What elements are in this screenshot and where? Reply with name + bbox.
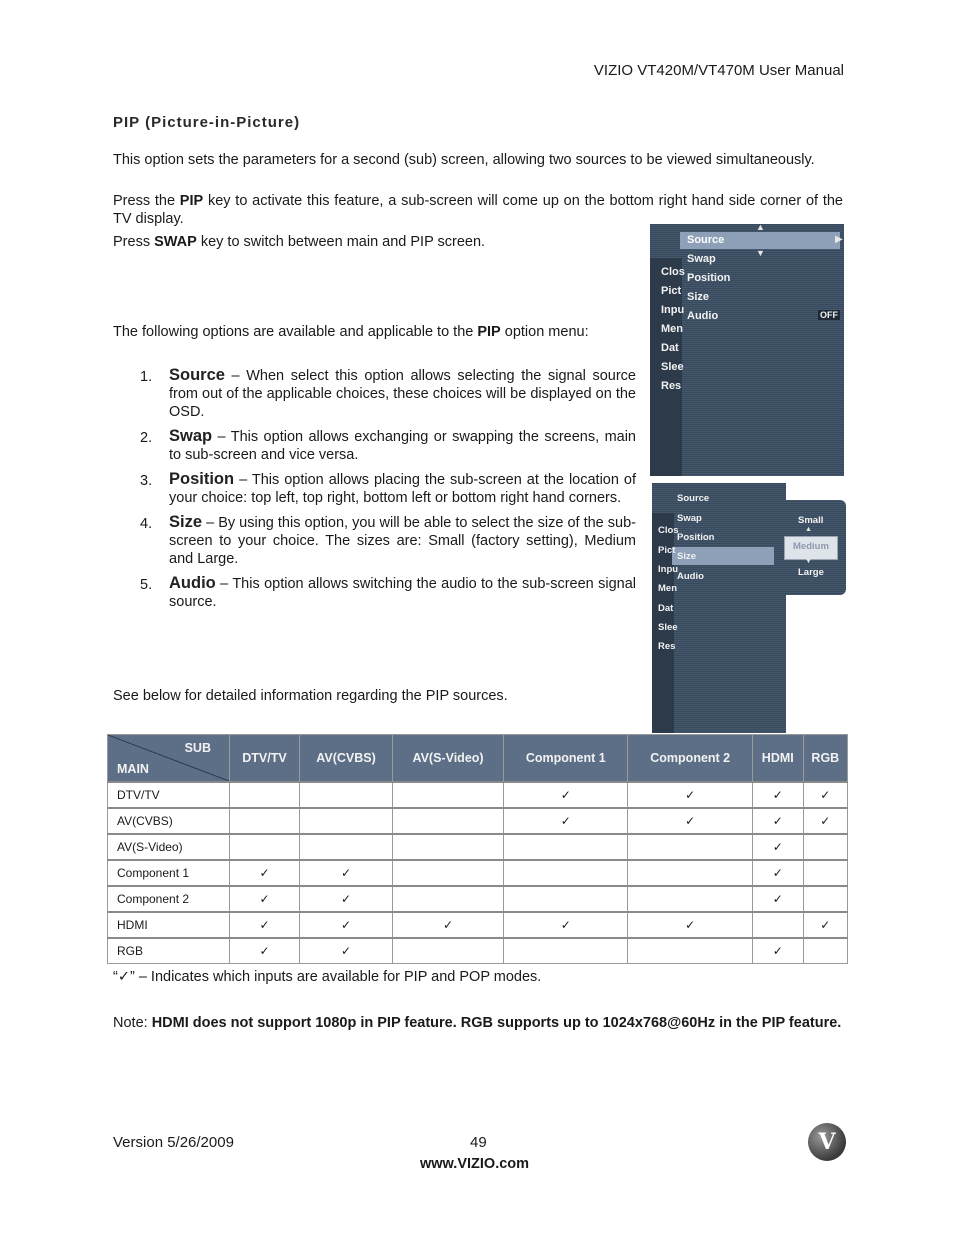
text: Press: [113, 234, 155, 250]
option-desc: When select this option allows selecting the signal source from out of the applicable choices, these choices will be displayed on the OSD.: [169, 368, 636, 420]
table-cell: ✓: [752, 860, 803, 886]
table-cell: ✓: [803, 782, 847, 808]
text: key to activate this feature, a sub-screen will come up on the bottom right hand side corner of the TV display.: [113, 193, 843, 227]
table-cell: ✓: [628, 808, 752, 834]
table-cell: [393, 886, 504, 912]
column-header: RGB: [803, 735, 847, 783]
option-size: [140, 513, 636, 568]
table-cell: ✓: [230, 938, 300, 964]
table-row: [108, 860, 848, 886]
table-cell: ✓: [504, 912, 628, 938]
table-cell: [299, 834, 392, 860]
table-cell: ✓: [752, 808, 803, 834]
table-footnote: “✓” – Indicates which inputs are available for PIP and POP modes.: [113, 969, 542, 985]
osd-left-item: Dat: [658, 603, 674, 614]
option-number: 3.: [140, 473, 153, 489]
osd-down-arrow-icon: ▼: [756, 248, 765, 258]
osd-size-submenu: [774, 500, 846, 595]
table-cell: ✓: [628, 912, 752, 938]
table-row: [108, 938, 848, 964]
table-cell: [504, 886, 628, 912]
osd-size-medium: Medium: [793, 541, 829, 552]
table-cell: ✓: [803, 808, 847, 834]
table-cell: ✓: [504, 782, 628, 808]
table-header-row: [108, 735, 848, 783]
table-cell: [230, 782, 300, 808]
osd-size-menu-screenshot: [652, 483, 786, 733]
osd-left-item: Res: [661, 380, 682, 392]
table-corner-cell: [108, 735, 230, 783]
table-cell: [299, 782, 392, 808]
option-number: 5.: [140, 577, 153, 593]
table-row: [108, 912, 848, 938]
option-dash: –: [224, 368, 247, 384]
osd-up-arrow-icon: ▲: [805, 526, 812, 533]
swap-key: SWAP: [154, 234, 197, 250]
osd-item-source: Source: [677, 493, 710, 504]
option-position: [140, 470, 636, 507]
table-cell: [752, 912, 803, 938]
option-desc: This option allows placing the sub-screen at the location of your choice: top left, top right, bottom left or bottom right hand corners.: [169, 472, 637, 506]
intro-paragraph-3: [113, 233, 635, 251]
osd-right-arrow-icon: ▶: [835, 234, 843, 245]
intro-paragraph-2: [113, 192, 843, 228]
footer-url: www.VIZIO.com: [420, 1156, 530, 1172]
table-cell: [299, 808, 392, 834]
column-header: Component 2: [628, 735, 752, 783]
osd-item-size: Size: [687, 291, 710, 303]
page-number: 49: [470, 1134, 487, 1151]
table-cell: ✓: [299, 860, 392, 886]
table-cell: ✓: [299, 886, 392, 912]
osd-up-arrow-icon: ▲: [756, 222, 765, 232]
option-term: Position: [169, 470, 235, 488]
table-cell: ✓: [230, 886, 300, 912]
corner-main-label: MAIN: [117, 762, 149, 776]
osd-left-item: Res: [658, 641, 676, 652]
option-dash: –: [202, 515, 219, 531]
note: [113, 1014, 845, 1032]
table-cell: [803, 834, 847, 860]
table-cell: [628, 938, 752, 964]
osd-left-item: Clos: [661, 266, 685, 278]
table-cell: [504, 834, 628, 860]
table-cell: ✓: [752, 782, 803, 808]
option-desc: This option allows switching the audio to the sub-screen signal source.: [169, 576, 637, 610]
table-row: [108, 886, 848, 912]
osd-item-source: Source: [687, 234, 725, 246]
table-cell: ✓: [803, 912, 847, 938]
text: Press the: [113, 193, 180, 209]
osd-left-item: Dat: [661, 342, 679, 354]
table-row: [108, 808, 848, 834]
table-cell: ✓: [504, 808, 628, 834]
table-cell: ✓: [230, 912, 300, 938]
table-cell: ✓: [230, 860, 300, 886]
table-row: [108, 782, 848, 808]
table-cell: [393, 782, 504, 808]
table-cell: [393, 808, 504, 834]
option-dash: –: [212, 429, 231, 445]
table-cell: [803, 886, 847, 912]
column-header: DTV/TV: [230, 735, 300, 783]
text: option menu:: [500, 324, 589, 340]
table-cell: [393, 860, 504, 886]
option-source: [140, 366, 636, 421]
osd-item-audio: Audio: [687, 310, 719, 322]
osd-item-swap: Swap: [687, 253, 716, 265]
text: key to switch between main and PIP screen.: [196, 234, 486, 250]
table-cell: ✓: [752, 886, 803, 912]
pip-key: PIP: [179, 193, 204, 209]
table-cell: ✓: [299, 938, 392, 964]
table-cell: [628, 886, 752, 912]
option-term: Source: [169, 366, 225, 384]
note-label: Note:: [113, 1015, 152, 1031]
option-dash: –: [234, 472, 252, 488]
pip-sources-table: [107, 734, 848, 964]
table-cell: ✓: [752, 834, 803, 860]
column-header: HDMI: [752, 735, 803, 783]
row-header: AV(S-Video): [108, 834, 230, 860]
row-header: RGB: [108, 938, 230, 964]
option-dash: –: [215, 576, 233, 592]
column-header: Component 1: [504, 735, 628, 783]
corner-sub-label: SUB: [184, 741, 211, 755]
option-swap: [140, 427, 636, 464]
option-desc: By using this option, you will be able to select the size of the sub-screen to your choice. The sizes are: Small (factory setting), Medium and Large.: [169, 515, 637, 567]
osd-item-position: Position: [677, 532, 715, 543]
table-cell: [393, 938, 504, 964]
table-cell: [393, 834, 504, 860]
osd-left-item: Men: [661, 323, 683, 335]
osd-value-off: OFF: [820, 310, 838, 320]
see-below-text: See below for detailed information regarding the PIP sources.: [113, 688, 508, 704]
osd-left-item: Slee: [658, 622, 678, 633]
osd-item-position: Position: [687, 272, 731, 284]
osd-item-size: Size: [677, 551, 697, 562]
osd-pip-menu-screenshot: [650, 224, 844, 476]
osd-left-item: Pict: [661, 285, 682, 297]
osd-left-item: Clos: [658, 525, 679, 536]
manual-title: VIZIO VT420M/VT470M User Manual: [593, 62, 844, 79]
table-cell: ✓: [393, 912, 504, 938]
table-cell: [803, 938, 847, 964]
osd-size-large: Large: [798, 567, 824, 578]
options-list: [140, 366, 636, 617]
option-term: Audio: [169, 574, 216, 592]
osd-left-item: Slee: [661, 361, 684, 373]
table-cell: [803, 860, 847, 886]
osd-left-item: Inpu: [661, 304, 685, 316]
table-cell: [628, 860, 752, 886]
row-header: DTV/TV: [108, 782, 230, 808]
column-header: AV(S-Video): [393, 735, 504, 783]
table-cell: [504, 860, 628, 886]
osd-down-arrow-icon: ▼: [805, 558, 812, 565]
table-row: [108, 834, 848, 860]
intro-paragraph-1: This option sets the parameters for a second (sub) screen, allowing two sources to be viewed simultaneously.: [113, 152, 815, 168]
option-number: 1.: [140, 369, 153, 385]
table-cell: ✓: [628, 782, 752, 808]
osd-item-audio: Audio: [677, 571, 704, 582]
row-header: HDMI: [108, 912, 230, 938]
column-header: AV(CVBS): [299, 735, 392, 783]
osd-left-item: Pict: [658, 545, 676, 556]
option-number: 4.: [140, 516, 153, 532]
option-audio: [140, 574, 636, 611]
option-term: Size: [169, 513, 203, 531]
table-cell: [230, 808, 300, 834]
table-cell: [230, 834, 300, 860]
table-cell: [628, 834, 752, 860]
table-cell: ✓: [752, 938, 803, 964]
section-title: PIP (Picture-in-Picture): [113, 114, 301, 131]
note-text: HDMI does not support 1080p in PIP feature. RGB supports up to 1024x768@60Hz in the PIP feature.: [151, 1015, 842, 1031]
option-desc: This option allows exchanging or swapping the screens, main to sub-screen and vice versa.: [169, 429, 636, 463]
vizio-logo-icon: V: [808, 1123, 846, 1161]
row-header: Component 1: [108, 860, 230, 886]
table-cell: ✓: [299, 912, 392, 938]
text: The following options are available and applicable to the: [113, 324, 478, 340]
pip-key: PIP: [477, 324, 501, 340]
option-number: 2.: [140, 430, 153, 446]
osd-left-item: Men: [658, 583, 677, 594]
footer-version: Version 5/26/2009: [113, 1134, 234, 1151]
osd-item-swap: Swap: [677, 513, 702, 524]
intro-paragraph-4: [113, 323, 635, 341]
table-cell: [504, 938, 628, 964]
option-term: Swap: [169, 427, 213, 445]
osd-left-item: Inpu: [658, 564, 679, 575]
row-header: AV(CVBS): [108, 808, 230, 834]
osd-size-small: Small: [798, 515, 824, 526]
row-header: Component 2: [108, 886, 230, 912]
